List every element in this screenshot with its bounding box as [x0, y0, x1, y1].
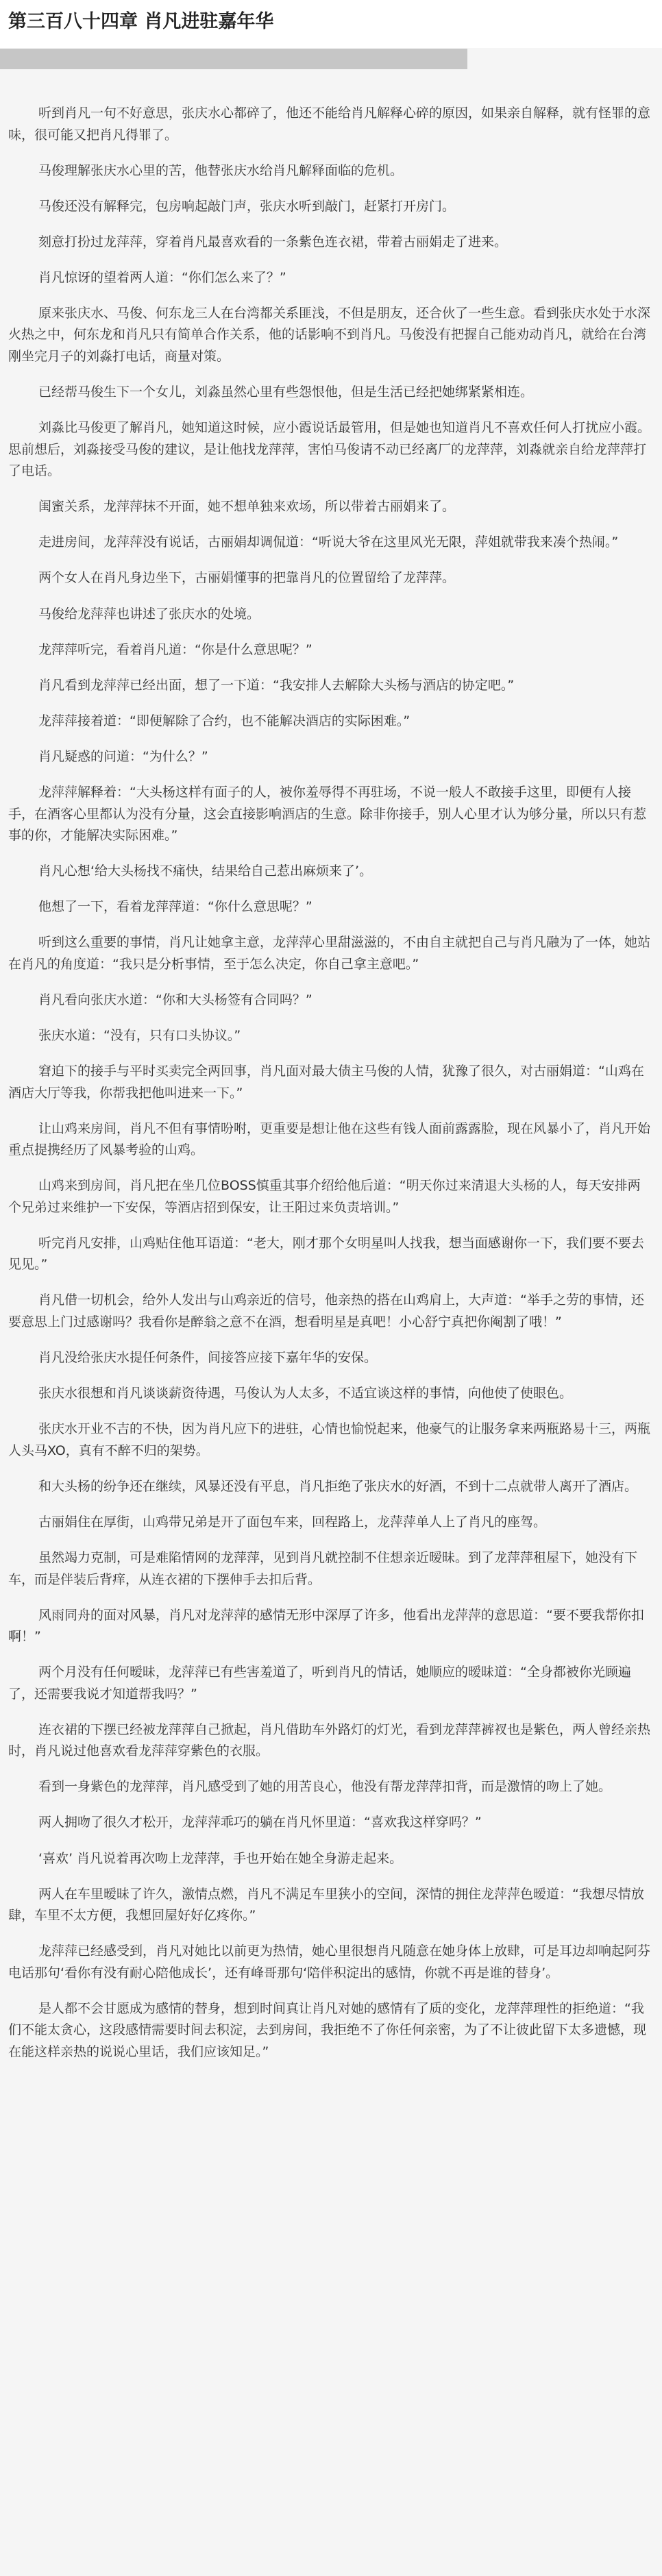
paragraph: 是人都不会甘愿成为感情的替身，想到时间真让肖凡对她的感情有了质的变化，龙萍萍理性的拒绝道：“我们不能太贪心，这段感情需要时间去积淀，去到房间，我拒绝不了你任何亲密，为了不让彼此留下太多遗憾，现在能这样亲热的说说心里话，我们应该知足。”: [8, 2000, 647, 2059]
paragraph: 已经帮马俊生下一个女儿，刘淼虽然心里有些怨恨他，但是生活已经把她绑紧紧相连。: [38, 384, 534, 400]
paragraph: 山鸡来到房间，肖凡把在坐几位BOSS慎重其事介绍给他后道：“明天你过来清退大头杨的人，每天安排两个兄弟过来维护一下安保，等酒店招到保安，让王阳过来负责培训。”: [8, 1178, 641, 1215]
chapter-header: [0, 0, 662, 48]
paragraph: 张庆水很想和肖凡谈谈薪资待遇，马俊认为人太多，不适宜谈这样的事情，向他使了使眼色。: [38, 1386, 573, 1401]
paragraph: 肖凡看向张庆水道：“你和大头杨签有合同吗？”: [38, 992, 312, 1007]
paragraph: 肖凡没给张庆水提任何条件，间接答应接下嘉年华的安保。: [38, 1350, 378, 1366]
paragraph: 听完肖凡安排，山鸡贴住他耳语道：“老大，刚才那个女明星叫人找我，想当面感谢你一下，我们要不要去见见。”: [8, 1235, 644, 1273]
chapter-content: [8, 103, 652, 2077]
paragraph: 听到这么重要的事情，肖凡让她拿主意，龙萍萍心里甜滋滋的，不由自主就把自己与肖凡融为了一体，她站在肖凡的角度道：“我只是分析事情，至于怎么决定，你自己拿主意吧。”: [8, 935, 651, 972]
paragraph: 龙萍萍听完，看着肖凡道：“你是什么意思呢？”: [38, 641, 312, 657]
paragraph: 两个女人在肖凡身边坐下，古丽娟懂事的把靠肖凡的位置留给了龙萍萍。: [38, 570, 456, 586]
paragraph: 刘淼比马俊更了解肖凡，她知道这时候，应小霞说话最管用，但是她也知道肖凡不喜欢任何人打扰应小霞。思前想后，刘淼接受马俊的建议，是让他找龙萍萍，害怕马俊请不动已经离厂的龙萍萍，刘淼就亲自给龙萍萍打了电话。: [8, 420, 651, 479]
paragraph: 龙萍萍已经感受到，肖凡对她比以前更为热情，她心里很想肖凡随意在她身体上放肆，可是耳边却响起阿芬电话那句‘看你有没有耐心陪他成长’，还有峰哥那句‘陪伴积淀出的感情，你就不再是谁的替身’。: [8, 1943, 651, 1980]
paragraph: 两个月没有任何暧昧，龙萍萍已有些害羞道了，听到肖凡的情话，她顺应的暧昧道：“全身都被你光顾遍了，还需要我说才知道帮我吗？”: [8, 1665, 631, 1702]
paragraph: 马俊理解张庆水心里的苦，他替张庆水给肖凡解释面临的危机。: [38, 162, 404, 178]
paragraph: 让山鸡来房间，肖凡不但有事情吩咐，更重要是想让他在这些有钱人面前露露脸，现在风暴小了，肖凡开始重点提携经历了风暴考验的山鸡。: [8, 1120, 651, 1158]
paragraph: ‘喜欢’ 肖凡说着再次吻上龙萍萍，手也开始在她全身游走起来。: [38, 1850, 403, 1866]
paragraph: 肖凡借一切机会，给外人发出与山鸡亲近的信号，他亲热的搭在山鸡肩上，大声道：“举手之劳的事情，还要意思上门过感谢吗？我看你是醉翁之意不在酒，想看明星是真吧！小心舒宁真把你阉割了哦！”: [8, 1292, 644, 1329]
paragraph: 肖凡看到龙萍萍已经出面，想了一下道：“我安排人去解除大头杨与酒店的协定吧。”: [38, 677, 515, 693]
paragraph: 虽然竭力克制，可是难陷情网的龙萍萍，见到肖凡就控制不住想亲近暧昧。到了龙萍萍租屋下，她没有下车，而是伴装后背痒，从连衣裙的下摆伸手去扣后背。: [8, 1550, 638, 1587]
paragraph: 两人在车里暧昧了许久，激情点燃，肖凡不满足车里狭小的空间，深情的拥住龙萍萍色暧道：“我想尽情放肆，车里不太方便，我想回屋好好亿疼你。”: [8, 1886, 644, 1924]
paragraph: 窘迫下的接手与平时买卖完全两回事，肖凡面对最大债主马俊的人情，犹豫了很久，对古丽娟道：“山鸡在酒店大厅等我，你帮我把他叫进来一下。”: [8, 1064, 644, 1101]
chapter-title: 第三百八十四章 肖凡进驻嘉年华: [8, 11, 274, 32]
paragraph: 原来张庆水、马俊、何东龙三人在台湾都关系匪浅，不但是朋友，还合伙了一些生意。看到张庆水处于水深火热之中，何东龙和肖凡只有简单合作关系，他的话影响不到肖凡。马俊没有把握自己能劝动肖凡，就给在台湾刚坐完月子的刘淼打电话，商量对策。: [8, 305, 651, 364]
paragraph: 走进房间，龙萍萍没有说话，古丽娟却调侃道：“听说大爷在这里风光无限，萍姐就带我来凑个热闹。”: [38, 535, 619, 550]
paragraph: 张庆水道：“没有，只有口头协议。”: [38, 1027, 241, 1043]
paragraph: 古丽娟住在厚街，山鸡带兄弟是开了面包车来，回程路上，龙萍萍单人上了肖凡的座驾。: [38, 1514, 547, 1530]
paragraph: 他想了一下，看着龙萍萍道：“你什么意思呢？”: [38, 899, 312, 915]
paragraph: 风雨同舟的面对风暴，肖凡对龙萍萍的感情无形中深厚了许多，他看出龙萍萍的意思道：“要不要我帮你扣啊！”: [8, 1607, 644, 1645]
paragraph: 和大头杨的纷争还在继续，风暴还没有平息，肖凡拒绝了张庆水的好酒，不到十二点就带人离开了酒店。: [38, 1478, 638, 1494]
paragraph: 听到肖凡一句不好意思，张庆水心都碎了，他还不能给肖凡解释心碎的原因，如果亲自解释，就有怪罪的意味，很可能又把肖凡得罪了。: [8, 106, 651, 143]
paragraph: 看到一身紫色的龙萍萍，肖凡感受到了她的用苦良心，他没有帮龙萍萍扣背，而是激情的吻上了她。: [38, 1779, 612, 1795]
paragraph: 闺蜜关系，龙萍萍抹不开面，她不想单独来欢场，所以带着古丽娟来了。: [38, 499, 456, 515]
paragraph: 刻意打扮过龙萍萍，穿着肖凡最喜欢看的一条紫色连衣裙，带着古丽娟走了进来。: [38, 234, 508, 249]
paragraph: 龙萍萍接着道：“即便解除了合约，也不能解决酒店的实际困难。”: [38, 713, 410, 728]
paragraph: 马俊还没有解释完，包房响起敲门声，张庆水听到敲门，赶紧打开房门。: [38, 198, 456, 214]
title-divider-bar: [0, 49, 467, 69]
paragraph: 肖凡心想‘给大头杨找不痛快，结果给自己惹出麻烦来了’。: [38, 863, 373, 879]
paragraph: 肖凡惊讶的望着两人道：“你们怎么来了？”: [38, 269, 286, 285]
paragraph: 张庆水开业不吉的不快，因为肖凡应下的进驻，心情也愉悦起来，他豪气的让服务拿来两瓶路易十三，两瓶人头马XO，真有不醉不归的架势。: [8, 1421, 651, 1458]
paragraph: 龙萍萍解释着：“大头杨这样有面子的人，被你羞辱得不再驻场，不说一般人不敢接手这里，即便有人接手，在酒客心里都认为没有分量，这会直接影响酒店的生意。除非你接手，别人心里才认为够分量，所以只有惹事的你，才能解决实际困难。”: [8, 785, 647, 843]
paragraph: 马俊给龙萍萍也讲述了张庆水的处境。: [38, 606, 260, 622]
paragraph: 两人拥吻了很久才松开，龙萍萍乖巧的躺在肖凡怀里道：“喜欢我这样穿吗？”: [38, 1815, 482, 1830]
paragraph: 连衣裙的下摆已经被龙萍萍自己掀起，肖凡借助车外路灯的灯光，看到龙萍萍裤衩也是紫色，两人曾经亲热时，肖凡说过他喜欢看龙萍萍穿紫色的衣服。: [8, 1721, 651, 1759]
paragraph: 肖凡疑惑的问道：“为什么？”: [38, 748, 208, 764]
